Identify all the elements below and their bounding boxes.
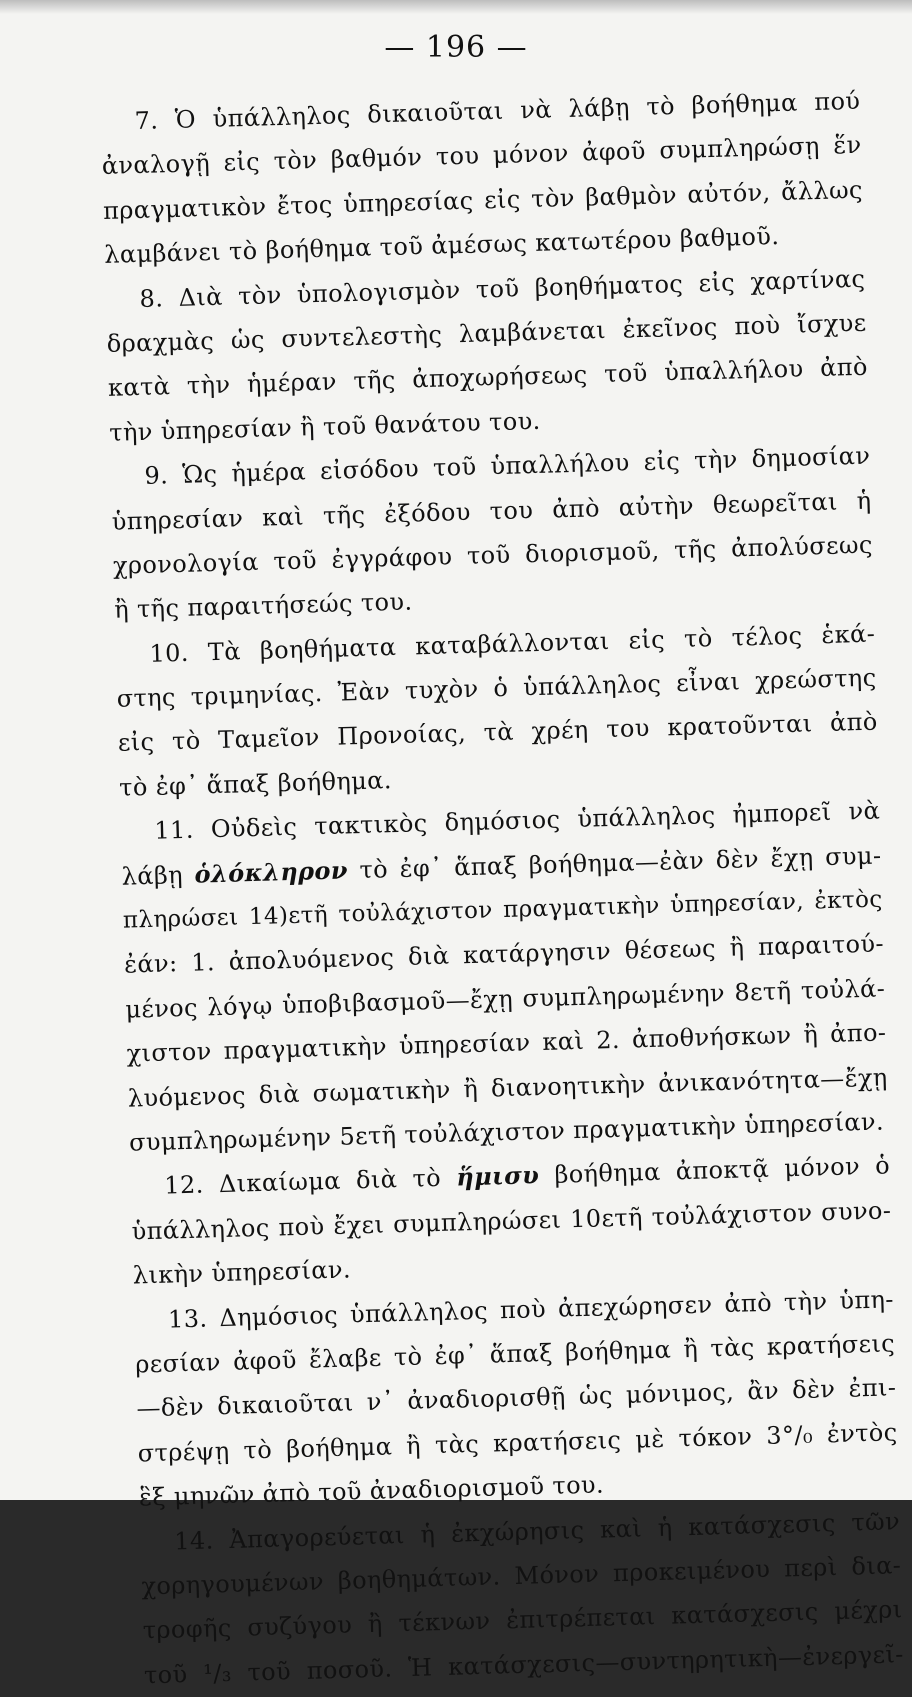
text-line: τοῦ ¹/₃ τοῦ ποσοῦ. Ἡ κατάσχεσις—συντηρητικὴ—ἐνεργεῖ- [143, 1639, 905, 1690]
text-line: ἢ τῆς παραιτήσεώς του. [113, 587, 413, 625]
text-line: συμπληρωμένην 5ετῆ τοὐλάχιστον πραγματικὴν ὑπηρεσίαν. [128, 1107, 885, 1157]
text-line: ἓξ μηνῶν ἀπὸ τοῦ ἀναδιορισμοῦ του. [138, 1470, 605, 1512]
text-line: πληρώσει 14)ετῆ τοὐλάχιστον πραγματικὴν ὑπηρεσίαν, ἐκτὸς [122, 886, 883, 934]
text-line: λαμβάνει τὸ βοήθημα τοῦ ἀμέσως κατωτέρου βαθμοῦ. [103, 222, 780, 270]
text-line: ἐάν: 1. ἀπολυόμενος διὰ κατάργησιν θέσεως ἢ παραιτού- [123, 929, 885, 980]
text-line: 8. Διὰ τὸν ὑπολογισμὸν τοῦ βοηθήματος εἰς χαρτίνας [139, 264, 866, 313]
text-line: μένος λόγῳ ὑποβιβασμοῦ—ἔχῃ συμπληρωμένην 8ετῆ τοὐλά- [125, 974, 886, 1024]
text-line: 13. Δημόσιος ὑπάλληλος ποὺ ἀπεχώρησεν ἀπὸ τὴν ὑπη- [167, 1284, 895, 1334]
text-line: ὑπάλληλος ποὺ ἔχει συμπληρώσει 10ετῆ τοὐλάχιστον συνο- [131, 1196, 892, 1246]
emphasized-word: ἥμισυ [455, 1160, 540, 1192]
text-line: χιστον πραγματικὴν ὑπηρεσίαν καὶ 2. ἀποθνήσκων ἢ ἀπο- [126, 1018, 887, 1068]
page-number: — 196 — [384, 30, 528, 65]
emphasized-word: ὁλόκληρον [194, 855, 349, 889]
text-line: τροφῆς συζύγου ἢ τέκνων ἐπιτρέπεται κατάσχεσις μέχρι [142, 1595, 903, 1645]
text-line: ἀναλογῇ εἰς τὸν βαθμόν του μόνον ἀφοῦ συμπληρώσῃ ἕν [101, 131, 862, 181]
text-segment: τὸ ἐφ᾽ ἅπαξ βοήθημα—ἐὰν δὲν ἔχῃ συμ- [347, 841, 882, 885]
text-line: τὸ ἐφ᾽ ἅπαξ βοήθημα. [118, 765, 393, 802]
text-line: 10. Τὰ βοηθήματα καταβάλλονται εἰς τὸ τέλος ἑκά- [149, 619, 876, 668]
text-line: τὴν ὑπηρεσίαν ἢ τοῦ θανάτου του. [108, 406, 541, 447]
text-segment: βοήθημα ἀποκτᾷ μόνον ὁ [538, 1151, 891, 1190]
text-line: εἰς τὸ Ταμεῖον Προνοίας, τὰ χρέη του κρατοῦνται ἀπὸ [117, 708, 879, 758]
text-segment: λάβῃ [121, 860, 195, 891]
text-line: 9. Ὡς ἡμέρα εἰσόδου τοῦ ὑπαλλήλου εἰς τὴν δημοσίαν [144, 441, 871, 491]
text-line: στης τριμηνίας. Ἐὰν τυχὸν ὁ ὑπάλληλος εἶναι χρεώστης [116, 663, 877, 713]
text-line: ρεσίαν ἀφοῦ ἔλαβε τὸ ἐφ᾽ ἅπαξ βοήθημα ἢ τὰς κρατήσεις [134, 1329, 896, 1379]
text-line: χρονολογία τοῦ ἐγγράφου τοῦ διορισμοῦ, τῆς ἀπολύσεως [112, 530, 874, 580]
text-line: ὑπηρεσίαν καὶ τῆς ἐξόδου του ἀπὸ αὐτὴν θεωρεῖται ἡ [111, 486, 872, 536]
text-line: χορηγουμένων βοηθημάτων. Μόνον προκειμένου περὶ δια- [141, 1551, 902, 1601]
text-line: λικὴν ὑπηρεσίαν. [132, 1255, 352, 1290]
page-edge-shadow [0, 0, 912, 14]
text-line: λυόμενος διὰ σωματικὴν ἢ διανοητικὴν ἀνικανότητα—ἔχῃ [127, 1062, 888, 1113]
text-line: πραγματικὸν ἔτος ὑπηρεσίας εἰς τὸν βαθμὸν αὐτόν, ἄλλως [102, 175, 864, 225]
text-line: 7. Ὁ ὑπάλληλος δικαιοῦται νὰ λάβῃ τὸ βοήθημα πού [134, 86, 861, 136]
text-line: δραχμὰς ὡς συντελεστὴς λαμβάνεται ἐκεῖνος ποὺ ἴσχυε [106, 308, 867, 358]
text-line: κατὰ τὴν ἡμέραν τῆς ἀποχωρήσεως τοῦ ὑπαλλήλου ἀπὸ [107, 353, 869, 403]
text-line: —δὲν δικαιοῦται ν᾽ ἀναδιορισθῇ ὡς μόνιμος, ἂν δὲν ἐπι- [136, 1373, 897, 1423]
text-line: στρέψῃ τὸ βοήθημα ἢ τὰς κρατήσεις μὲ τόκον 3°/₀ ἐντὸς [137, 1417, 898, 1468]
text-segment: 12. Δικαίωμα διὰ τὸ [163, 1163, 457, 1200]
body-text [100, 79, 904, 1697]
text-line: 14. Ἀπαγορεύεται ἡ ἐκχώρησις καὶ ἡ κατάσχεσις τῶν [173, 1506, 901, 1555]
text-line: 11. Οὐδεὶς τακτικὸς δημόσιος ὑπάλληλος ἠμπορεῖ νὰ [154, 796, 881, 846]
